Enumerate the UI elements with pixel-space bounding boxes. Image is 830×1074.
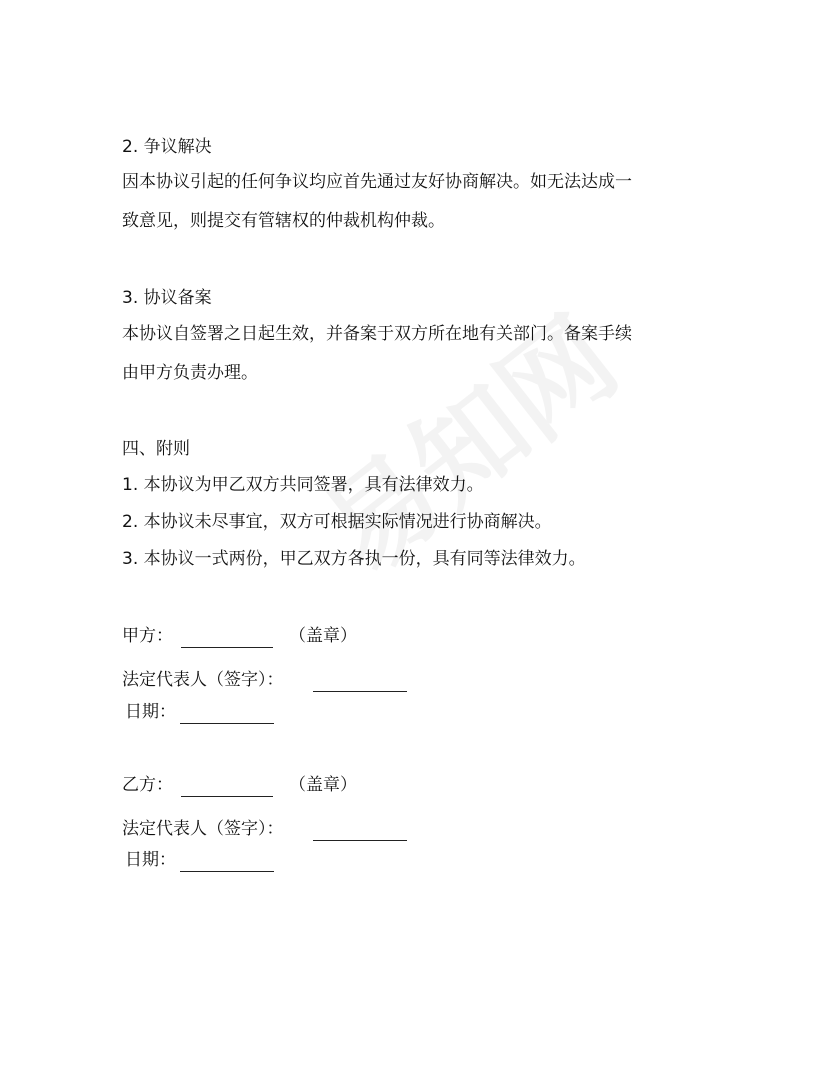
- party-a-rep-label: 法定代表人（签字）：: [122, 670, 284, 690]
- party-b-date-blank[interactable]: [180, 848, 274, 872]
- section-filing-line-1: 本协议自签署之日起生效，并备案于双方所在地有关部门。备案手续: [122, 324, 632, 344]
- party-a-date-label: 日期：: [125, 702, 176, 722]
- party-a-seal: （盖章）: [289, 626, 357, 646]
- section-dispute-heading: 2. 争议解决: [122, 137, 212, 157]
- party-a-rep-blank[interactable]: [313, 668, 407, 692]
- party-b-blank[interactable]: [181, 773, 273, 797]
- party-a-date-blank[interactable]: [180, 700, 274, 724]
- section-filing-heading: 3. 协议备案: [122, 288, 212, 308]
- party-b-rep-blank[interactable]: [313, 817, 407, 841]
- party-b-seal: （盖章）: [289, 775, 357, 795]
- section-dispute-line-2: 致意见，则提交有管辖权的仲裁机构仲裁。: [122, 211, 445, 231]
- party-a-label: 甲方：: [122, 626, 173, 646]
- appendix-item-3: 3. 本协议一式两份，甲乙双方各执一份，具有同等法律效力。: [122, 549, 586, 569]
- section-filing-line-2: 由甲方负责办理。: [122, 363, 258, 383]
- section-appendix-heading: 四、附则: [122, 439, 190, 459]
- party-b-date-label: 日期：: [125, 850, 176, 870]
- section-dispute-line-1: 因本协议引起的任何争议均应首先通过友好协商解决。如无法达成一: [122, 172, 632, 192]
- party-a-blank[interactable]: [181, 624, 273, 648]
- party-b-rep-label: 法定代表人（签字）：: [122, 819, 284, 839]
- appendix-item-1: 1. 本协议为甲乙双方共同签署，具有法律效力。: [122, 475, 484, 495]
- party-b-label: 乙方：: [122, 775, 173, 795]
- party-b-row: [122, 773, 173, 797]
- appendix-item-2: 2. 本协议未尽事宜，双方可根据实际情况进行协商解决。: [122, 512, 552, 532]
- party-a-row: [122, 624, 173, 648]
